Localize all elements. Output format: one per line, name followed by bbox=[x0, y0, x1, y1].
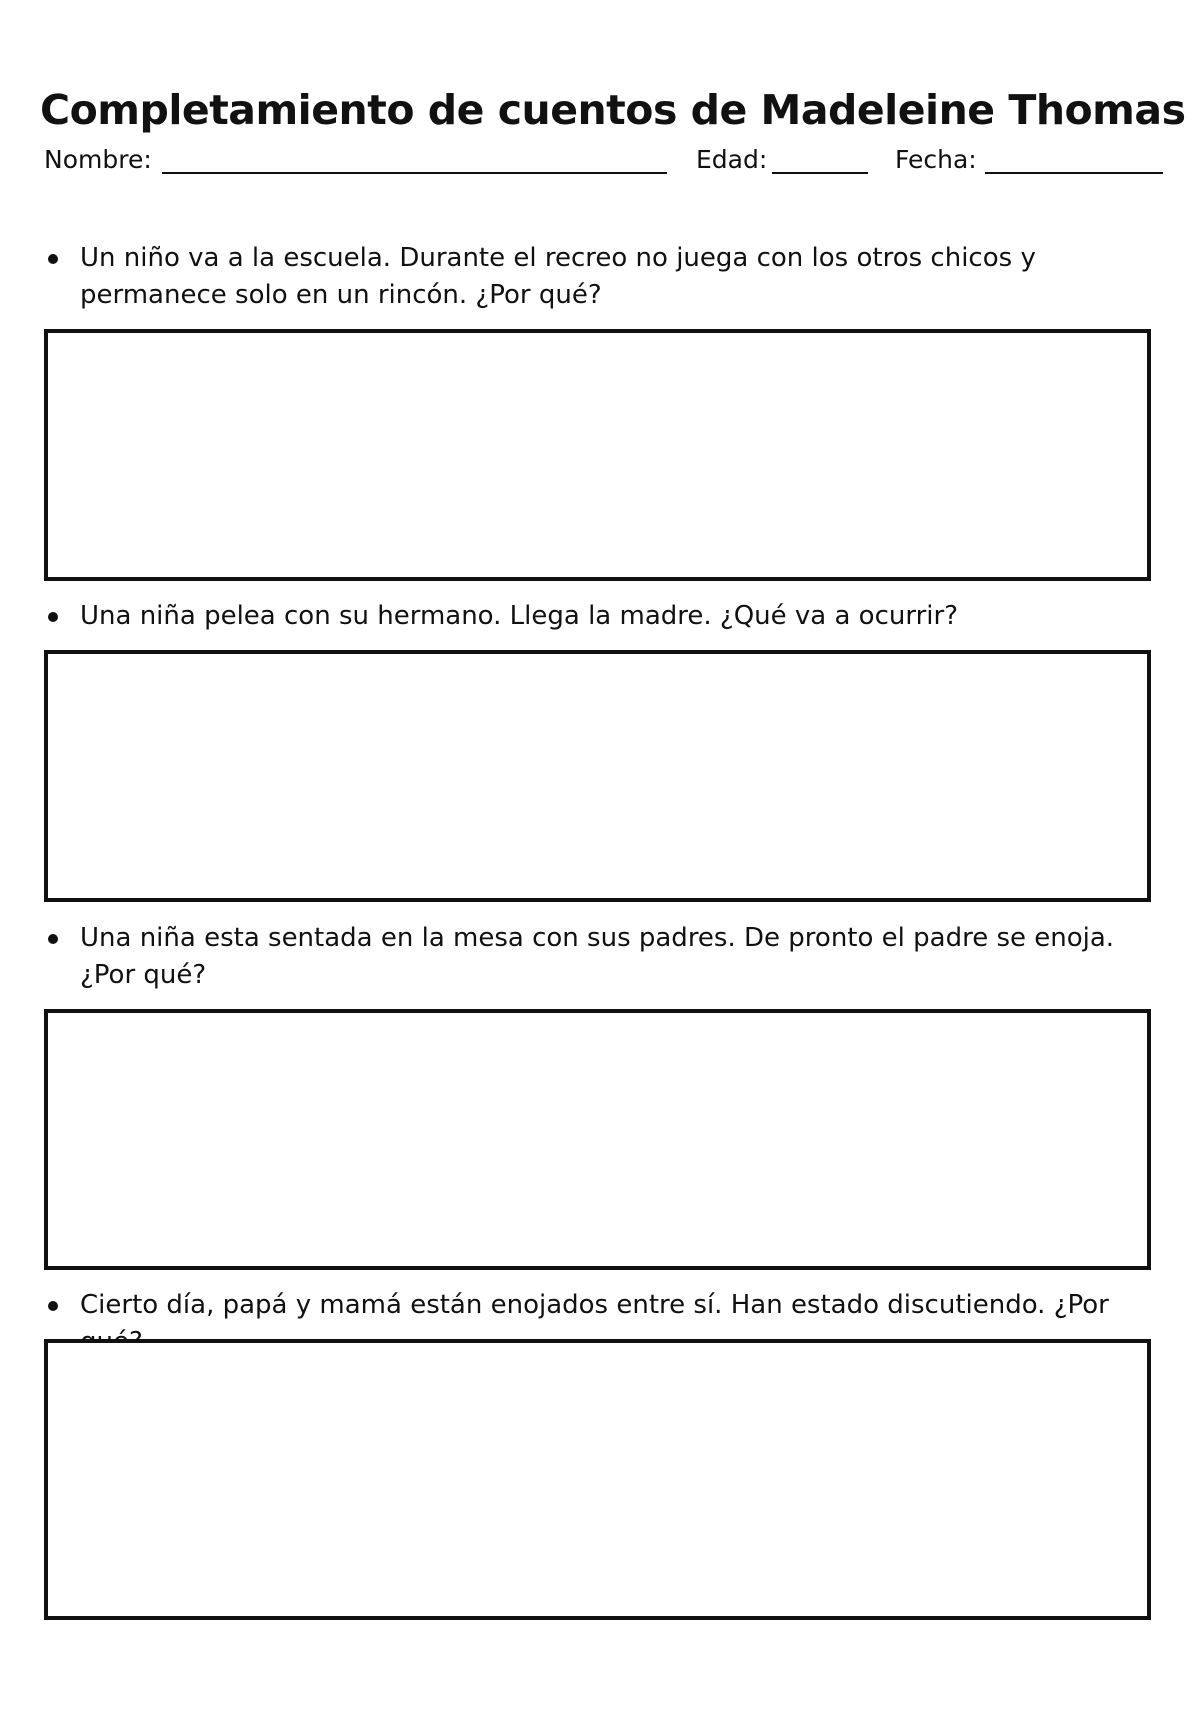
edad-label: Edad: bbox=[696, 145, 768, 174]
answer-box-4[interactable] bbox=[44, 1339, 1151, 1620]
question-4-text: Cierto día, papá y mamá están enojados entre sí. Han estado discutiendo. ¿Por bbox=[80, 1290, 1109, 1320]
fecha-label: Fecha: bbox=[895, 145, 977, 174]
answer-box-2[interactable] bbox=[44, 650, 1151, 902]
bullet-icon bbox=[48, 934, 58, 944]
edad-field[interactable] bbox=[696, 144, 871, 176]
question-1-text: Un niño va a la escuela. Durante el recreo no juega con los otros chicos y permanece solo en un rincón. ¿Por qué? bbox=[80, 243, 1036, 310]
bullet-icon bbox=[48, 254, 58, 264]
question-2-text: Una niña pelea con su hermano. Llega la madre. ¿Qué va a ocurrir? bbox=[80, 601, 958, 631]
nombre-field[interactable] bbox=[44, 144, 669, 176]
fecha-blank-line[interactable] bbox=[985, 172, 1163, 174]
bullet-icon bbox=[48, 1301, 58, 1311]
answer-box-1[interactable] bbox=[44, 329, 1151, 581]
bullet-icon bbox=[48, 612, 58, 622]
fecha-field[interactable] bbox=[895, 144, 1165, 176]
question-3-text: Una niña esta sentada en la mesa con sus padres. De pronto el padre se enoja. ¿Por qué? bbox=[80, 923, 1115, 990]
edad-blank-line[interactable] bbox=[772, 172, 868, 174]
nombre-blank-line[interactable] bbox=[162, 172, 667, 174]
page-title: Completamiento de cuentos de Madeleine Thomas bbox=[40, 86, 1186, 134]
answer-box-3[interactable] bbox=[44, 1009, 1151, 1270]
nombre-label: Nombre: bbox=[44, 145, 152, 174]
